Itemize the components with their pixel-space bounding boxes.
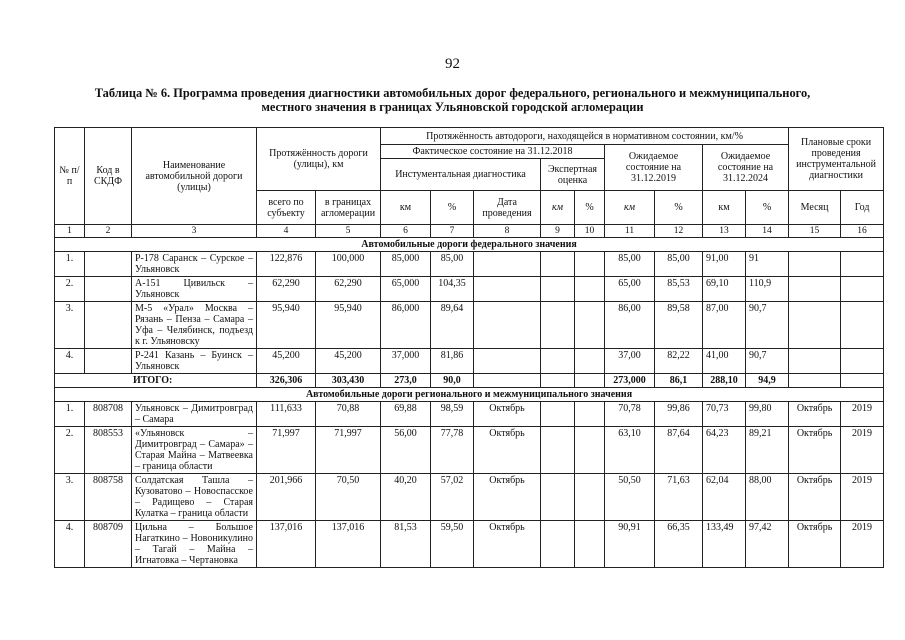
length-aggl: 70,88 bbox=[316, 402, 381, 427]
header-planned: Плановые сроки проведения инструментальной диагностики bbox=[789, 128, 884, 191]
instr-pct: 85,00 bbox=[431, 252, 474, 277]
expert-km bbox=[541, 302, 575, 349]
table-title-line1: Таблица № 6. Программа проведения диагностики автомобильных дорог федерального, регионального и межмуниципального, bbox=[94, 86, 811, 100]
expected-2024-pct: 88,00 bbox=[746, 474, 789, 521]
expected-2024-km: 69,10 bbox=[703, 277, 746, 302]
diag-date: Октябрь bbox=[474, 402, 541, 427]
header-2024-km: км bbox=[703, 191, 746, 225]
expected-2024-pct: 97,42 bbox=[746, 521, 789, 568]
header-expected-2024: Ожидаемое состояние на 31.12.2024 bbox=[703, 145, 789, 191]
column-number-row bbox=[55, 225, 884, 238]
planned-month bbox=[789, 349, 841, 374]
total-label-text: ИТОГО: bbox=[133, 375, 173, 386]
expected-2024-pct: 110,9 bbox=[746, 277, 789, 302]
expert-pct bbox=[575, 474, 605, 521]
header-actual: Фактическое состояние на 31.12.2018 bbox=[381, 145, 605, 159]
instr-pct: 57,02 bbox=[431, 474, 474, 521]
instr-pct: 81,86 bbox=[431, 349, 474, 374]
header-total-subject: всего по субъекту bbox=[257, 191, 316, 225]
column-number: 4 bbox=[257, 225, 316, 238]
road-name: Солдатская Ташла – Кузоватово – Новоспасское – Радищево – Старая Кулатка – граница области bbox=[132, 474, 257, 521]
header-length: Протяжённость дороги (улицы), км bbox=[257, 128, 381, 191]
expected-2024-pct: 89,21 bbox=[746, 427, 789, 474]
expected-2024-pct: 99,80 bbox=[746, 402, 789, 427]
expected-2019-pct: 66,35 bbox=[655, 521, 703, 568]
table-title-line2: местного значения в границах Ульяновской городской агломерации bbox=[261, 100, 644, 114]
expert-km bbox=[541, 402, 575, 427]
road-code bbox=[85, 349, 132, 374]
expert-pct bbox=[575, 402, 605, 427]
length-total: 45,200 bbox=[257, 349, 316, 374]
length-total: 137,016 bbox=[257, 521, 316, 568]
expert-pct bbox=[575, 521, 605, 568]
diag-date: Октябрь bbox=[474, 521, 541, 568]
road-name: Р-241 Казань – Буинск – Ульяновск bbox=[132, 349, 257, 374]
planned-month bbox=[789, 252, 841, 277]
table-row bbox=[55, 474, 884, 521]
expected-2024-km: 91,00 bbox=[703, 252, 746, 277]
planned-month bbox=[789, 277, 841, 302]
diag-date bbox=[474, 252, 541, 277]
diag-date: Октябрь bbox=[474, 474, 541, 521]
diag-date: Октябрь bbox=[474, 427, 541, 474]
expected-2024-km: 133,49 bbox=[703, 521, 746, 568]
section-title-federal: Автомобильные дороги федерального значения bbox=[55, 238, 884, 252]
expert-km bbox=[541, 252, 575, 277]
expected-2024-pct: 90,7 bbox=[746, 349, 789, 374]
road-name: Ульяновск – Димитровград – Самара bbox=[132, 402, 257, 427]
header-2019-pct: % bbox=[655, 191, 703, 225]
regional-rows bbox=[55, 402, 884, 568]
length-total: 95,940 bbox=[257, 302, 316, 349]
instr-km: 86,000 bbox=[381, 302, 431, 349]
header-2024-pct: % bbox=[746, 191, 789, 225]
expected-2024-km: 87,00 bbox=[703, 302, 746, 349]
expected-2019-km: 86,00 bbox=[605, 302, 655, 349]
expected-2019-km: 63,10 bbox=[605, 427, 655, 474]
row-number: 4. bbox=[55, 521, 85, 568]
cell bbox=[541, 374, 575, 388]
planned-year bbox=[841, 349, 884, 374]
road-name: М-5 «Урал» Москва – Рязань – Пенза – Самара – Уфа – Челябинск, подъезд к г. Ульяновску bbox=[132, 302, 257, 349]
expected-2019-km: 70,78 bbox=[605, 402, 655, 427]
header-2019-km: км bbox=[605, 191, 655, 225]
header-normative: Протяжённость автодороги, находящейся в нормативном состоянии, км/% bbox=[381, 128, 789, 145]
expert-km bbox=[541, 521, 575, 568]
column-number: 13 bbox=[703, 225, 746, 238]
row-number: 3. bbox=[55, 474, 85, 521]
header-num: № п/п bbox=[55, 128, 85, 225]
expected-2024-pct: 90,7 bbox=[746, 302, 789, 349]
length-aggl: 70,50 bbox=[316, 474, 381, 521]
total-km24-value: 288,10 bbox=[703, 374, 746, 388]
road-code bbox=[85, 302, 132, 349]
expected-2019-pct: 85,53 bbox=[655, 277, 703, 302]
table-row bbox=[55, 277, 884, 302]
expert-pct bbox=[575, 349, 605, 374]
header-expert: Экспертная оценка bbox=[541, 159, 605, 191]
planned-month: Октябрь bbox=[789, 427, 841, 474]
instr-pct: 98,59 bbox=[431, 402, 474, 427]
column-number: 9 bbox=[541, 225, 575, 238]
cell bbox=[789, 374, 841, 388]
page-number: 92 bbox=[445, 56, 460, 72]
expert-pct bbox=[575, 252, 605, 277]
column-number: 12 bbox=[655, 225, 703, 238]
instr-km: 85,000 bbox=[381, 252, 431, 277]
expert-km bbox=[541, 349, 575, 374]
expected-2019-km: 85,00 bbox=[605, 252, 655, 277]
total-row bbox=[55, 374, 884, 388]
header-code: Код в СКДФ bbox=[85, 128, 132, 225]
table-row bbox=[55, 427, 884, 474]
planned-year: 2019 bbox=[841, 402, 884, 427]
length-aggl: 45,200 bbox=[316, 349, 381, 374]
column-number: 3 bbox=[132, 225, 257, 238]
row-number: 3. bbox=[55, 302, 85, 349]
header-expected-2019: Ожидаемое состояние на 31.12.2019 bbox=[605, 145, 703, 191]
road-name: Цильна – Большое Нагаткино – Новоникулино – Тагай – Майна – Игнатовка – Чертановка bbox=[132, 521, 257, 568]
column-number: 2 bbox=[85, 225, 132, 238]
road-code: 808708 bbox=[85, 402, 132, 427]
planned-year bbox=[841, 277, 884, 302]
total-aggl-value: 303,430 bbox=[316, 374, 381, 388]
row-number: 2. bbox=[55, 277, 85, 302]
row-number: 1. bbox=[55, 252, 85, 277]
instr-pct: 77,78 bbox=[431, 427, 474, 474]
expected-2024-km: 64,23 bbox=[703, 427, 746, 474]
expected-2019-pct: 99,86 bbox=[655, 402, 703, 427]
row-number: 4. bbox=[55, 349, 85, 374]
header-instr-km: км bbox=[381, 191, 431, 225]
table-row bbox=[55, 349, 884, 374]
column-number: 10 bbox=[575, 225, 605, 238]
expert-km bbox=[541, 277, 575, 302]
length-total: 111,633 bbox=[257, 402, 316, 427]
expected-2019-pct: 82,22 bbox=[655, 349, 703, 374]
instr-pct: 89,64 bbox=[431, 302, 474, 349]
length-total: 62,290 bbox=[257, 277, 316, 302]
row-number: 1. bbox=[55, 402, 85, 427]
expected-2024-km: 62,04 bbox=[703, 474, 746, 521]
table-row bbox=[55, 521, 884, 568]
expected-2019-pct: 89,58 bbox=[655, 302, 703, 349]
expected-2019-pct: 87,64 bbox=[655, 427, 703, 474]
road-code: 808758 bbox=[85, 474, 132, 521]
total-pct19-value: 86,1 bbox=[655, 374, 703, 388]
length-aggl: 137,016 bbox=[316, 521, 381, 568]
diagnostics-table bbox=[54, 127, 884, 568]
road-name: Р-178 Саранск – Сурское – Ульяновск bbox=[132, 252, 257, 277]
length-aggl: 62,290 bbox=[316, 277, 381, 302]
expected-2024-pct: 91 bbox=[746, 252, 789, 277]
planned-month: Октябрь bbox=[789, 521, 841, 568]
column-number: 15 bbox=[789, 225, 841, 238]
total-km19-value: 273,000 bbox=[605, 374, 655, 388]
column-number: 7 bbox=[431, 225, 474, 238]
total-subject-value: 326,306 bbox=[257, 374, 316, 388]
road-name: «Ульяновск – Димитровград – Самара» – Старая Майна – Матвеевка – граница области bbox=[132, 427, 257, 474]
length-aggl: 71,997 bbox=[316, 427, 381, 474]
row-number: 2. bbox=[55, 427, 85, 474]
instr-km: 65,000 bbox=[381, 277, 431, 302]
diag-date bbox=[474, 302, 541, 349]
road-code: 808553 bbox=[85, 427, 132, 474]
planned-month bbox=[789, 302, 841, 349]
expected-2019-pct: 71,63 bbox=[655, 474, 703, 521]
planned-month: Октябрь bbox=[789, 402, 841, 427]
expected-2019-km: 90,91 bbox=[605, 521, 655, 568]
expected-2019-km: 50,50 bbox=[605, 474, 655, 521]
length-total: 122,876 bbox=[257, 252, 316, 277]
section-row-regional bbox=[55, 388, 884, 402]
instr-km: 81,53 bbox=[381, 521, 431, 568]
instr-km: 40,20 bbox=[381, 474, 431, 521]
expert-km bbox=[541, 474, 575, 521]
cell bbox=[841, 374, 884, 388]
table-title bbox=[40, 86, 865, 114]
planned-month: Октябрь bbox=[789, 474, 841, 521]
table-row bbox=[55, 302, 884, 349]
expected-2024-km: 70,73 bbox=[703, 402, 746, 427]
section-row-federal bbox=[55, 238, 884, 252]
section-title-regional: Автомобильные дороги регионального и межмуниципального значения bbox=[55, 388, 884, 402]
table-row bbox=[55, 252, 884, 277]
header-year: Год bbox=[841, 191, 884, 225]
road-name: А-151 Цивильск – Ульяновск bbox=[132, 277, 257, 302]
road-code bbox=[85, 252, 132, 277]
expert-pct bbox=[575, 427, 605, 474]
length-aggl: 100,000 bbox=[316, 252, 381, 277]
table-row bbox=[55, 402, 884, 427]
expert-pct bbox=[575, 302, 605, 349]
diag-date bbox=[474, 277, 541, 302]
length-aggl: 95,940 bbox=[316, 302, 381, 349]
planned-year bbox=[841, 252, 884, 277]
cell bbox=[575, 374, 605, 388]
column-number: 8 bbox=[474, 225, 541, 238]
expected-2019-pct: 85,00 bbox=[655, 252, 703, 277]
total-label bbox=[55, 374, 257, 388]
federal-rows bbox=[55, 252, 884, 374]
instr-pct: 104,35 bbox=[431, 277, 474, 302]
instr-km: 37,000 bbox=[381, 349, 431, 374]
column-number: 6 bbox=[381, 225, 431, 238]
header-instrumental: Инстументальная диагностика bbox=[381, 159, 541, 191]
column-number: 5 bbox=[316, 225, 381, 238]
length-total: 201,966 bbox=[257, 474, 316, 521]
column-number: 1 bbox=[55, 225, 85, 238]
planned-year: 2019 bbox=[841, 521, 884, 568]
expected-2019-km: 37,00 bbox=[605, 349, 655, 374]
expected-2019-km: 65,00 bbox=[605, 277, 655, 302]
road-code: 808709 bbox=[85, 521, 132, 568]
header-expert-pct: % bbox=[575, 191, 605, 225]
road-code bbox=[85, 277, 132, 302]
header-diag-date: Дата проведения bbox=[474, 191, 541, 225]
header-name: Наименование автомобильной дороги (улицы) bbox=[132, 128, 257, 225]
expert-pct bbox=[575, 277, 605, 302]
header-month: Месяц bbox=[789, 191, 841, 225]
column-number: 16 bbox=[841, 225, 884, 238]
total-km-value: 273,0 bbox=[381, 374, 431, 388]
expert-km bbox=[541, 427, 575, 474]
total-pct-value: 90,0 bbox=[431, 374, 474, 388]
length-total: 71,997 bbox=[257, 427, 316, 474]
total-pct24-value: 94,9 bbox=[746, 374, 789, 388]
instr-pct: 59,50 bbox=[431, 521, 474, 568]
planned-year: 2019 bbox=[841, 474, 884, 521]
instr-km: 69,88 bbox=[381, 402, 431, 427]
instr-km: 56,00 bbox=[381, 427, 431, 474]
cell bbox=[474, 374, 541, 388]
planned-year bbox=[841, 302, 884, 349]
header-instr-pct: % bbox=[431, 191, 474, 225]
column-number: 11 bbox=[605, 225, 655, 238]
planned-year: 2019 bbox=[841, 427, 884, 474]
diag-date bbox=[474, 349, 541, 374]
column-number: 14 bbox=[746, 225, 789, 238]
expected-2024-km: 41,00 bbox=[703, 349, 746, 374]
header-in-agglomeration: в границах агломерации bbox=[316, 191, 381, 225]
header-expert-km: км bbox=[541, 191, 575, 225]
